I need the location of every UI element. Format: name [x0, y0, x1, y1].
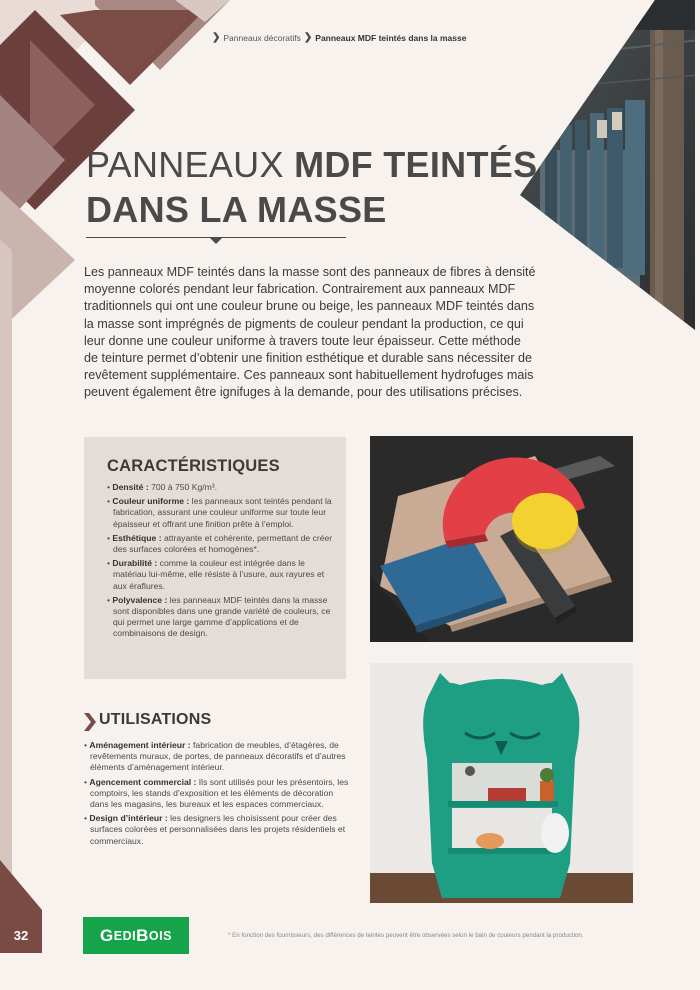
chevron-right-icon: ❯	[303, 32, 313, 43]
item-term: Durabilité :	[112, 558, 158, 569]
list-item: • Couleur uniforme : les panneaux sont teintés pendant la fabrication, assurant une couleur uniforme sur toute leur épaisseur et offrant une finition prête à l’emploi.	[107, 496, 332, 529]
mdf-shapes-photo	[370, 436, 633, 642]
list-item: • Design d’intérieur : les designers les choisissent pour créer des surfaces colorées et personnalisées dans les projets résidentiels et commerciaux.	[84, 813, 346, 846]
item-text: attrayante et cohérente, permettant de créer des surfaces colorées et homogènes*.	[113, 532, 333, 555]
list-item: • Polyvalence : les panneaux MDF teintés dans la masse sont disponibles dans une grande variété de couleurs, ce qui permet une large gamme d’applications et de combinaisons de design.	[107, 594, 331, 639]
item-text: les panneaux MDF teintés dans la masse sont disponibles dans une grande variété de couleurs, ce qui permet une large gamme d’applications et de combinaisons de design.	[113, 594, 331, 639]
uses-list	[84, 740, 352, 850]
item-term: Couleur uniforme :	[112, 496, 190, 507]
item-text: 700 à 750 Kg/m³.	[148, 482, 218, 492]
intro-paragraph: Les panneaux MDF teintés dans la masse sont des panneaux de fibres à densité moyenne colorés pendant leur fabrication. Contrairement aux panneaux MDF traditionnels qui ont une couleur brune ou beige, les panneaux MDF teintés dans la masse sont imprégnés de pigments de couleur pendant la production, ce qui leur donne une couleur uniforme à travers toute leur épaisseur. Cette méthode de teinture permet d’obtenir une finition esthétique et durable sans nécessiter de revêtement supplémentaire. Ces panneaux sont habituellement hydrofuges mais peuvent également être ignifuges à la demande, pour des utilisations précises.	[84, 265, 536, 400]
list-item: • Durabilité : comme la couleur est intégrée dans le matériau lui-même, elle résiste à l’usure, aux rayures et aux éraflures.	[107, 558, 325, 591]
chevron-right-icon	[84, 713, 96, 731]
item-text: fabrication de meubles, d’étagères, de revêtements muraux, de portes, de panneaux décoratifs et d’autres éléments d’aménagement intérieur.	[90, 740, 346, 773]
logo-letter: B	[136, 925, 149, 945]
breadcrumb	[212, 32, 466, 43]
page-title	[86, 143, 537, 233]
item-text: Ils sont utilisés pour les présentoirs, les comptoirs, les stands d’exposition et les éléments de décoration dans les magasins, les bureaux et les espaces commerciaux.	[90, 776, 349, 810]
item-term: Polyvalence :	[112, 594, 168, 605]
item-text: comme la couleur est intégrée dans le matériau lui-même, elle résiste à l’usure, aux rayures et aux éraflures.	[113, 558, 325, 591]
uses-heading: UTILISATIONS	[99, 711, 212, 728]
breadcrumb-current: Panneaux MDF teintés dans la masse	[315, 32, 467, 43]
list-item: • Esthétique : attrayante et cohérente, permettant de créer des surfaces colorées et homogènes*.	[107, 532, 333, 555]
item-term: Design d’intérieur :	[89, 813, 168, 824]
title-line2-bold: DANS LA MASSE	[86, 189, 387, 230]
chevron-right-icon: ❯	[212, 32, 221, 43]
owl-shelf-photo	[370, 663, 633, 903]
characteristics-list	[107, 482, 339, 643]
logo-letters: OIS	[148, 928, 172, 943]
gedibois-logo	[83, 917, 189, 954]
item-term: Densité :	[112, 482, 149, 492]
list-item: • Aménagement intérieur : fabrication de meubles, d’étagères, de revêtements muraux, de portes, de panneaux décoratifs et d’autres éléments d’aménagement intérieur.	[84, 740, 346, 773]
breadcrumb-parent[interactable]: Panneaux décoratifs	[223, 32, 301, 43]
caret-down-icon	[210, 238, 222, 244]
title-line1-bold: MDF TEINTÉS	[294, 144, 538, 185]
item-text: les designers les choisissent pour créer des surfaces colorées et personnalisées dans les projets résidentiels et commerciaux.	[90, 813, 346, 846]
title-line1-light: PANNEAUX	[86, 144, 295, 185]
item-term: Esthétique :	[112, 532, 162, 543]
characteristics-heading: CARACTÉRISTIQUES	[107, 457, 280, 475]
item-term: Aménagement intérieur :	[89, 740, 191, 750]
list-item: • Densité : 700 à 750 Kg/m³.	[107, 482, 218, 492]
logo-letters: EDI	[113, 928, 137, 943]
list-item: • Agencement commercial : Ils sont utilisés pour les présentoirs, les comptoirs, les stands d’exposition et les éléments de décoration dans les magasins, les bureaux et les espaces commerciaux.	[84, 776, 349, 810]
footnote: * En fonction des fournisseurs, des différences de teintes peuvent être observées selon le bain de couleurs pendant la production.	[228, 932, 584, 939]
item-text: les panneaux sont teintés pendant la fabrication, assurant une couleur uniforme sur toute leur épaisseur et offrant une finition prête à l’emploi.	[113, 496, 332, 529]
item-term: Agencement commercial :	[89, 776, 197, 787]
page-number: 32	[0, 917, 42, 953]
logo-letter: G	[100, 925, 114, 945]
